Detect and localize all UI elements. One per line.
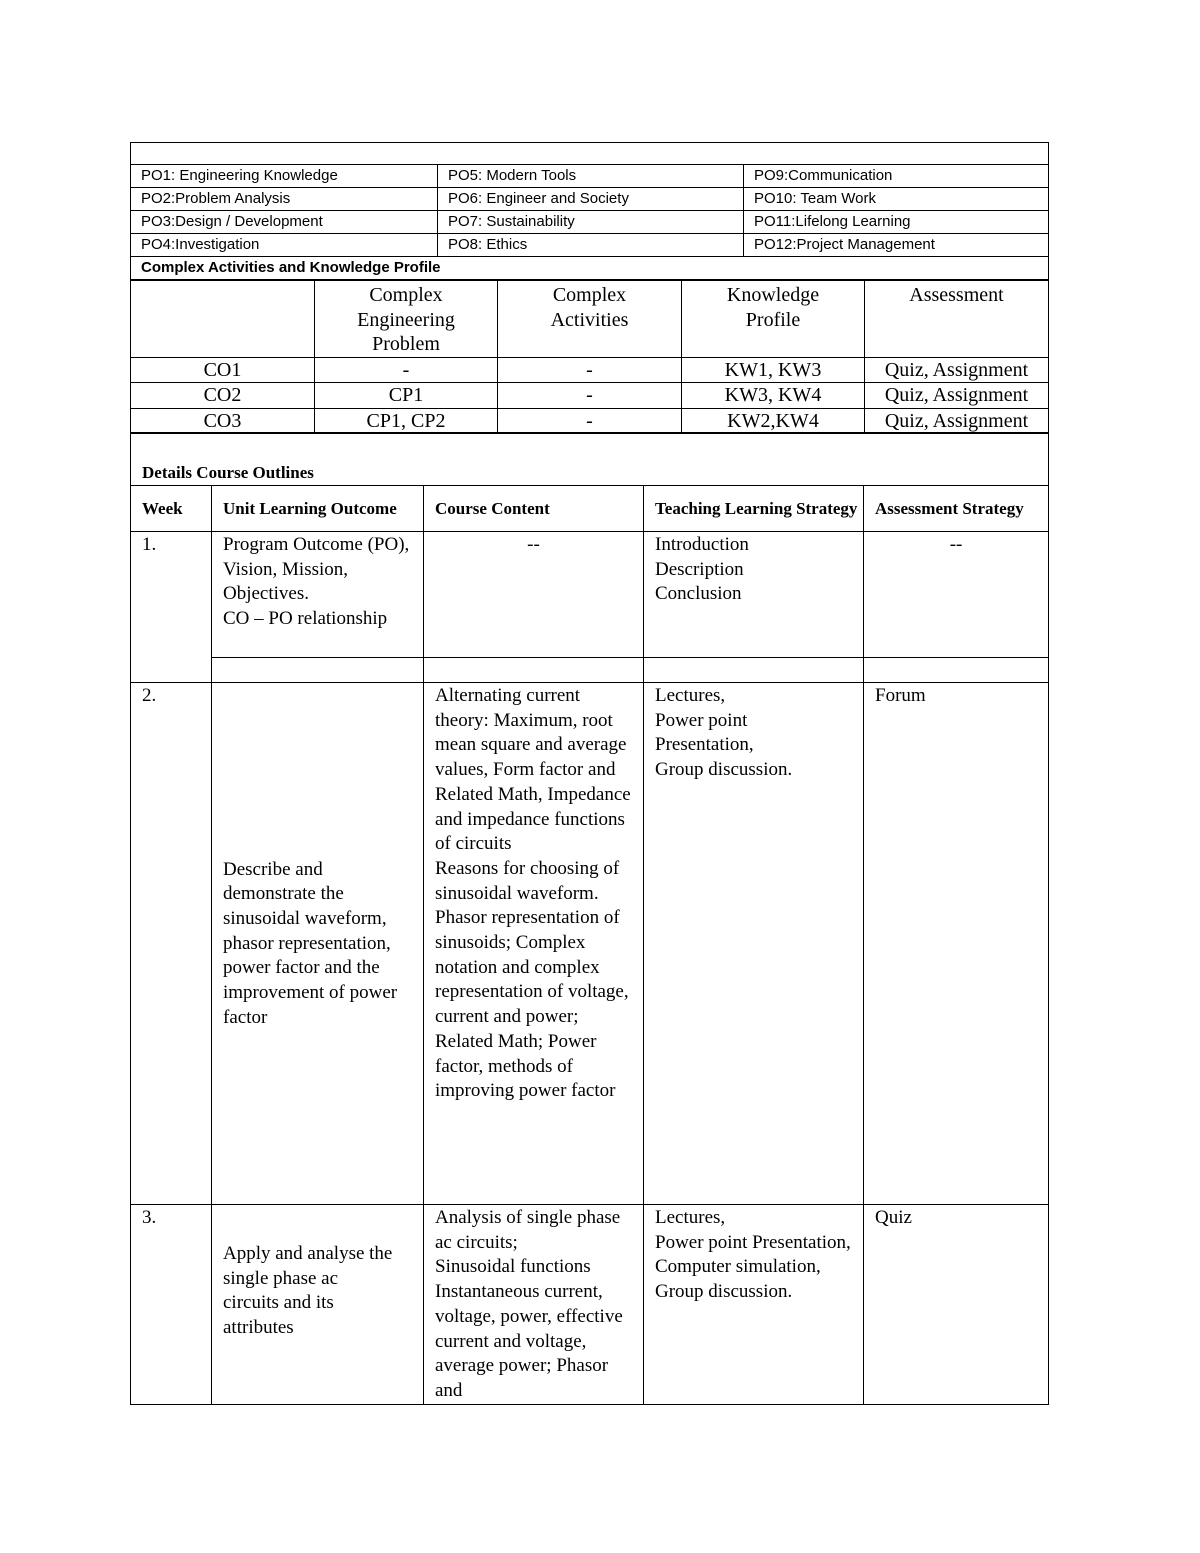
course-content-text: Analysis of single phase ac circuits; Sinusoidal functions Instantaneous current, voltage, power, effective current and voltage, average power; Phasor and bbox=[435, 1207, 623, 1401]
outline-header-cell: Assessment Strategy bbox=[864, 486, 1049, 532]
profile-cell: CP1 bbox=[315, 383, 498, 409]
po-cell: PO9:Communication bbox=[744, 165, 1049, 188]
po-row bbox=[131, 234, 1049, 257]
week-number: 1. bbox=[131, 532, 212, 683]
po-row bbox=[131, 211, 1049, 234]
course-outline-table bbox=[130, 432, 1049, 1405]
po-cell: PO4:Investigation bbox=[131, 234, 438, 257]
knowledge-profile-table bbox=[130, 280, 1049, 434]
profile-cell: KW1, KW3 bbox=[682, 357, 865, 383]
profile-cell: - bbox=[498, 357, 682, 383]
assessment-strategy: -- bbox=[864, 532, 1049, 658]
outline-header-cell: Teaching Learning Strategy bbox=[644, 486, 864, 532]
course-content bbox=[424, 1205, 644, 1405]
profile-cell: CO1 bbox=[131, 357, 315, 383]
po-cell: PO12:Project Management bbox=[744, 234, 1049, 257]
profile-cell: KW2,KW4 bbox=[682, 408, 865, 434]
blank-row bbox=[131, 143, 1049, 165]
profile-header-cell: Complex Activities bbox=[498, 281, 682, 358]
po-cell: PO7: Sustainability bbox=[438, 211, 744, 234]
po-row bbox=[131, 165, 1049, 188]
profile-cell: CP1, CP2 bbox=[315, 408, 498, 434]
profile-cell: CO2 bbox=[131, 383, 315, 409]
course-content: -- bbox=[424, 532, 644, 658]
po-row bbox=[131, 188, 1049, 211]
profile-cell: Quiz, Assignment bbox=[865, 383, 1049, 409]
empty-cell bbox=[212, 658, 424, 683]
profile-row bbox=[131, 383, 1049, 409]
week-row bbox=[131, 1205, 1049, 1405]
profile-cell: Quiz, Assignment bbox=[865, 408, 1049, 434]
empty-cell bbox=[424, 658, 644, 683]
teaching-strategy-text: Lectures, Power point Presentation, Group discussion. bbox=[655, 685, 793, 781]
week-row bbox=[131, 683, 1049, 1205]
po-cell: PO11:Lifelong Learning bbox=[744, 211, 1049, 234]
po-cell: PO1: Engineering Knowledge bbox=[131, 165, 438, 188]
po-cell: PO6: Engineer and Society bbox=[438, 188, 744, 211]
po-cell: PO5: Modern Tools bbox=[438, 165, 744, 188]
outline-header-row bbox=[131, 486, 1049, 532]
teaching-strategy-text: Lectures, Power point Presentation, Computer simulation, Group discussion. bbox=[655, 1207, 851, 1303]
learning-outcome-text: Program Outcome (PO), Vision, Mission, Objectives. CO – PO relationship bbox=[223, 534, 410, 630]
profile-row bbox=[131, 357, 1049, 383]
po-cell: PO8: Ethics bbox=[438, 234, 744, 257]
teaching-strategy bbox=[644, 532, 864, 658]
outline-heading: Details Course Outlines bbox=[131, 433, 1049, 486]
profile-cell: Quiz, Assignment bbox=[865, 357, 1049, 383]
course-content-text: Alternating current theory: Maximum, root mean square and average values, Form factor and Related Math, Impedance and impedance functions of circuits Reasons for choosing of sinusoidal waveform. Phasor representation of sinusoids; Complex notation and complex representation of voltage, current and power; Related Math; Power factor, methods of improving power factor bbox=[435, 685, 631, 1102]
teaching-strategy bbox=[644, 1205, 864, 1405]
profile-header-row bbox=[131, 281, 1049, 358]
profile-header-cell bbox=[131, 281, 315, 358]
teaching-strategy-text: Introduction Description Conclusion bbox=[655, 534, 749, 605]
teaching-strategy bbox=[644, 683, 864, 1205]
profile-row bbox=[131, 408, 1049, 434]
learning-outcome-text: Apply and analyse the single phase ac circuits and its attributes bbox=[223, 1243, 393, 1339]
po-cell: PO2:Problem Analysis bbox=[131, 188, 438, 211]
po-cell: PO3:Design / Development bbox=[131, 211, 438, 234]
profile-cell: - bbox=[498, 383, 682, 409]
profile-cell: CO3 bbox=[131, 408, 315, 434]
outline-header-cell: Course Content bbox=[424, 486, 644, 532]
po-cell: PO10: Team Work bbox=[744, 188, 1049, 211]
section-heading: Complex Activities and Knowledge Profile bbox=[131, 257, 1049, 280]
week-number: 3. bbox=[131, 1205, 212, 1405]
learning-outcome bbox=[212, 683, 424, 1205]
profile-cell: KW3, KW4 bbox=[682, 383, 865, 409]
program-outcomes-table bbox=[130, 142, 1049, 280]
week-number: 2. bbox=[131, 683, 212, 1205]
assessment-strategy: Forum bbox=[864, 683, 1049, 1205]
outline-header-cell: Unit Learning Outcome bbox=[212, 486, 424, 532]
empty-cell bbox=[644, 658, 864, 683]
profile-header-cell: Knowledge Profile bbox=[682, 281, 865, 358]
course-content bbox=[424, 683, 644, 1205]
outline-header-cell: Week bbox=[131, 486, 212, 532]
assessment-strategy: Quiz bbox=[864, 1205, 1049, 1405]
profile-header-cell: Assessment bbox=[865, 281, 1049, 358]
learning-outcome bbox=[212, 532, 424, 658]
week-row bbox=[131, 532, 1049, 658]
learning-outcome-text: Describe and demonstrate the sinusoidal waveform, phasor representation, power factor and the improvement of power factor bbox=[223, 858, 398, 1028]
learning-outcome bbox=[212, 1205, 424, 1405]
profile-cell: - bbox=[315, 357, 498, 383]
profile-cell: - bbox=[498, 408, 682, 434]
profile-header-cell: Complex Engineering Problem bbox=[315, 281, 498, 358]
spacer-row bbox=[131, 658, 1049, 683]
empty-cell bbox=[864, 658, 1049, 683]
